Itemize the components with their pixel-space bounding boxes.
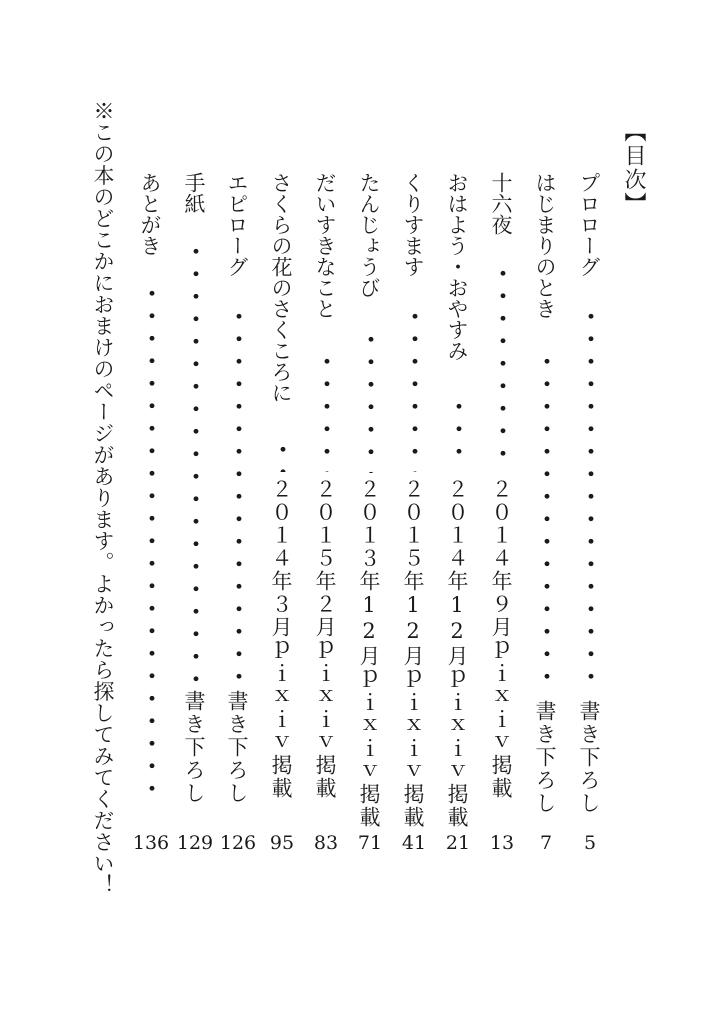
leader-dots [149, 282, 155, 802]
entry-title: だいすきなこと [313, 172, 337, 319]
entry-source: ２０１４年３月ｐｉｘｉｖ掲載 [269, 478, 293, 800]
entry-title: 手紙 [182, 172, 206, 214]
entry-source: ２０１５年２月ｐｉｘｉｖ掲載 [313, 478, 337, 800]
entry-page: 71 [357, 832, 383, 854]
leader-dots [500, 262, 506, 472]
entry-title: プロローグ [577, 172, 601, 277]
leader-dots [456, 395, 462, 470]
entry-page: 83 [313, 832, 339, 854]
hidden-page-note: ※この本のどこかにおまけのページがあります。よかったら探してみてください！ [91, 100, 115, 896]
leader-dots [544, 350, 550, 685]
leader-dots [193, 240, 199, 685]
leader-dots [412, 305, 418, 472]
entry-source: ２０１５年12月ｐｉｘｉｖ掲載 [401, 478, 425, 829]
entry-title: さくらの花のさくころに [269, 172, 293, 403]
entry-title: おはよう・おやすみ [445, 172, 469, 361]
leader-dots [236, 305, 242, 685]
entry-page: 129 [176, 832, 214, 854]
entry-source: ２０１４年12月ｐｉｘｉｖ掲載 [445, 478, 469, 829]
entry-page: 95 [269, 832, 295, 854]
entry-page: 136 [132, 832, 170, 854]
entry-page: 126 [219, 832, 257, 854]
leader-dots [588, 305, 594, 690]
entry-page: 13 [489, 832, 515, 854]
entry-title: はじまりのとき [533, 172, 557, 319]
leader-dots [280, 438, 286, 472]
entry-source: 書き下ろし [225, 690, 249, 805]
entry-source: 書き下ろし [182, 690, 206, 805]
toc-heading: 【目次】 [621, 120, 646, 216]
entry-source: ２０１４年９月ｐｉｘｉｖ掲載 [489, 478, 513, 800]
entry-page: 7 [539, 832, 553, 854]
entry-source: ２０１３年12月ｐｉｘｉｖ掲載 [357, 478, 381, 829]
entry-title: あとがき [138, 172, 162, 256]
entry-page: 5 [583, 832, 597, 854]
entry-page: 21 [445, 832, 471, 854]
entry-page: 41 [401, 832, 427, 854]
entry-title: 十六夜 [489, 172, 513, 235]
leader-dots [324, 350, 330, 472]
leader-dots [368, 328, 374, 473]
entry-source: 書き下ろし [577, 700, 601, 815]
entry-title: くりすます [401, 172, 425, 277]
entry-title: たんじょうび [357, 172, 381, 298]
entry-source: 書き下ろし [533, 700, 557, 815]
entry-title: エピローグ [225, 172, 249, 277]
